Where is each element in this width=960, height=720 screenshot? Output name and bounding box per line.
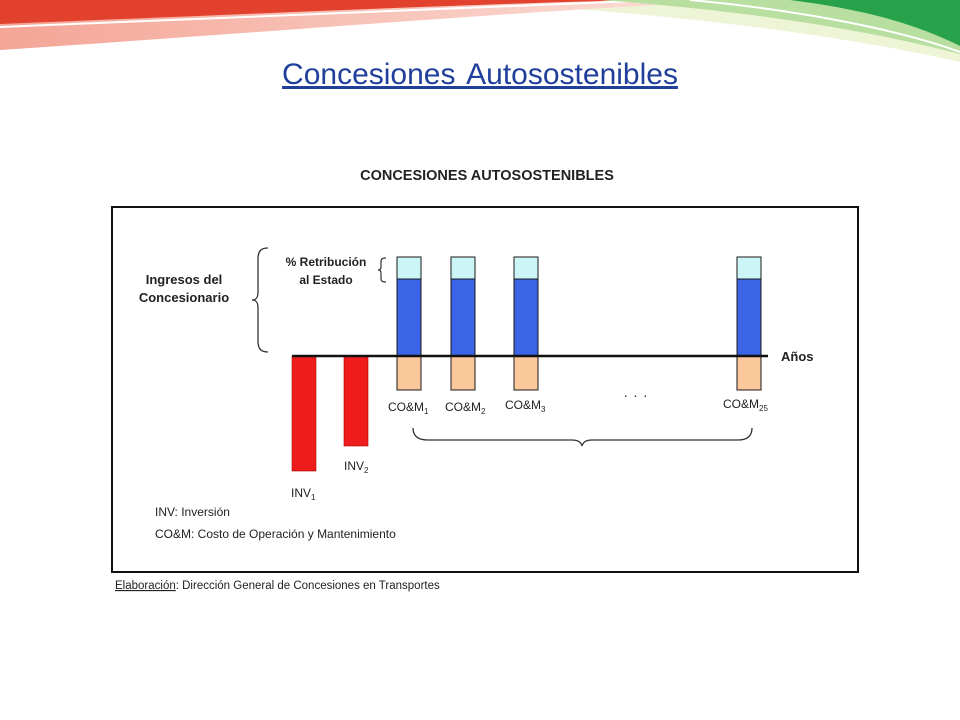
cost-segment (514, 356, 538, 390)
period-label-index: 1 (424, 407, 429, 416)
period-bar-1 (397, 257, 421, 390)
income-label-line2: Concesionario (138, 290, 230, 305)
source-note (115, 580, 440, 592)
period-label-index: 3 (541, 405, 546, 414)
retribution-segment (737, 257, 761, 279)
investment-label-index: 1 (311, 493, 316, 502)
period-bar-25 (737, 257, 761, 390)
income-segment (514, 279, 538, 356)
cost-segment (397, 356, 421, 390)
income-segment (737, 279, 761, 356)
retribution-segment (451, 257, 475, 279)
investment-bar-2 (344, 356, 368, 446)
period-label-2 (445, 400, 486, 416)
slide-title-link[interactable]: Concesiones Autosostenibles (282, 58, 678, 91)
legend-investment: INV: Inversión (155, 505, 230, 519)
retribution-segment (397, 257, 421, 279)
source-text: : Dirección General de Concesiones en Transportes (175, 580, 440, 592)
investment-bar-1 (292, 356, 316, 471)
period-bar-3 (514, 257, 538, 390)
periods-ellipsis: . . . (623, 384, 649, 400)
cost-segment (451, 356, 475, 390)
investment-label-base: INV (291, 486, 312, 500)
slide-title (0, 55, 960, 95)
period-label-index: 25 (759, 404, 768, 413)
period-label-base: CO&M (723, 397, 759, 411)
period-label-3 (505, 398, 546, 414)
income-segment (451, 279, 475, 356)
header-banner (0, 0, 960, 62)
period-label-index: 2 (481, 407, 486, 416)
retribution-label-line1: % Retribución (285, 255, 367, 269)
legend-operation-cost: CO&M: Costo de Operación y Mantenimiento (155, 527, 396, 541)
period-label-base: CO&M (388, 400, 424, 414)
retribution-label-line2: al Estado (299, 273, 353, 287)
period-label-base: CO&M (445, 400, 481, 414)
axis-label-years: Años (781, 349, 814, 364)
income-label-line1: Ingresos del (145, 272, 223, 287)
diagram-title: CONCESIONES AUTOSOSTENIBLES (360, 168, 614, 184)
investment-label-index: 2 (364, 466, 369, 475)
period-label-base: CO&M (505, 398, 541, 412)
income-segment (397, 279, 421, 356)
retribution-segment (514, 257, 538, 279)
period-bar-2 (451, 257, 475, 390)
cost-segment (737, 356, 761, 390)
source-label: Elaboración (115, 580, 176, 592)
investment-label-base: INV (344, 459, 365, 473)
period-label-1 (388, 400, 429, 416)
